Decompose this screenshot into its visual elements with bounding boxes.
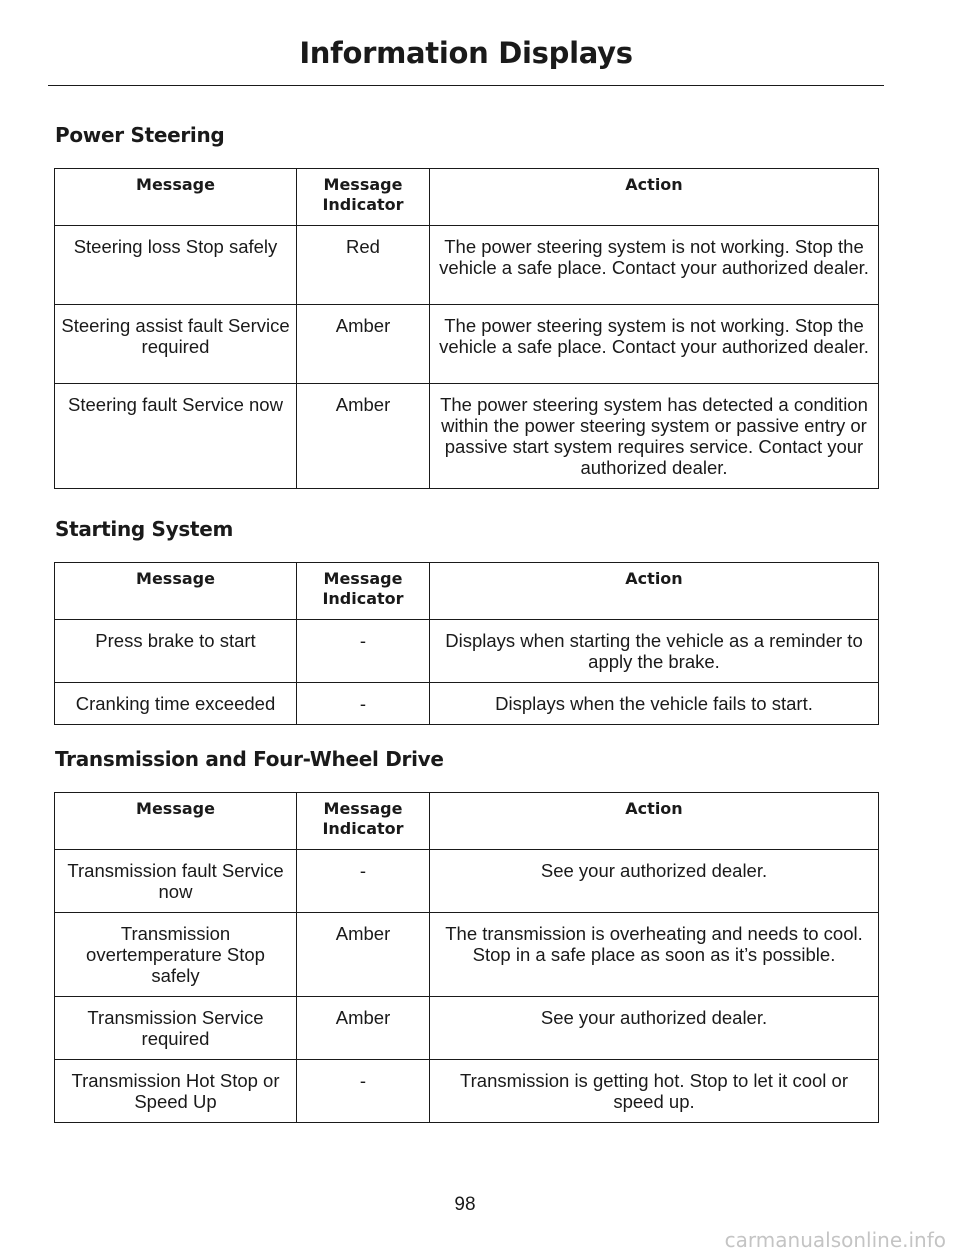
action-cell: Transmission is getting hot. Stop to let it cool or speed up. <box>430 1060 879 1123</box>
table-row <box>55 226 879 305</box>
table-row <box>55 683 879 725</box>
action-cell: The power steering system is not working. Stop the vehicle a safe place. Contact your authorized dealer. <box>430 226 879 305</box>
table-header-row <box>55 793 879 850</box>
section-title-starting-system: Starting System <box>55 517 234 541</box>
table-row <box>55 850 879 913</box>
starting-system-table <box>54 562 879 725</box>
section-title-transmission: Transmission and Four-Wheel Drive <box>55 747 444 771</box>
column-header-indicator: Message Indicator <box>297 169 430 226</box>
transmission-table <box>54 792 879 1123</box>
action-cell: See your authorized dealer. <box>430 997 879 1060</box>
section-title-power-steering: Power Steering <box>55 123 225 147</box>
column-header-action: Action <box>430 563 879 620</box>
message-cell: Press brake to start <box>55 620 297 683</box>
page-header <box>48 36 884 70</box>
indicator-cell: - <box>297 850 430 913</box>
column-header-indicator: Message Indicator <box>297 793 430 850</box>
action-cell: Displays when the vehicle fails to start. <box>430 683 879 725</box>
indicator-cell: Red <box>297 226 430 305</box>
message-cell: Transmission Hot Stop or Speed Up <box>55 1060 297 1123</box>
action-cell: See your authorized dealer. <box>430 850 879 913</box>
column-header-message: Message <box>55 169 297 226</box>
message-cell: Transmission overtemperature Stop safely <box>55 913 297 997</box>
action-cell: Displays when starting the vehicle as a reminder to apply the brake. <box>430 620 879 683</box>
table-row <box>55 620 879 683</box>
column-header-message: Message <box>55 563 297 620</box>
message-cell: Steering fault Service now <box>55 384 297 489</box>
watermark-text: carmanualsonline.info <box>724 1228 946 1252</box>
message-cell: Transmission Service required <box>55 997 297 1060</box>
table-row <box>55 305 879 384</box>
table-header-row <box>55 563 879 620</box>
page-title: Information Displays <box>299 36 633 70</box>
power-steering-table <box>54 168 879 489</box>
column-header-indicator: Message Indicator <box>297 563 430 620</box>
column-header-action: Action <box>430 793 879 850</box>
table-row <box>55 384 879 489</box>
table-row <box>55 997 879 1060</box>
indicator-cell: - <box>297 1060 430 1123</box>
header-rule <box>48 85 884 86</box>
action-cell: The power steering system has detected a condition within the power steering system or passive entry or passive start system requires service. Contact your authorized dealer. <box>430 384 879 489</box>
indicator-cell: Amber <box>297 384 430 489</box>
message-cell: Cranking time exceeded <box>55 683 297 725</box>
page-number: 98 <box>454 1194 476 1215</box>
message-cell: Steering loss Stop safely <box>55 226 297 305</box>
column-header-message: Message <box>55 793 297 850</box>
indicator-cell: Amber <box>297 913 430 997</box>
message-cell: Steering assist fault Service required <box>55 305 297 384</box>
column-header-action: Action <box>430 169 879 226</box>
indicator-cell: Amber <box>297 305 430 384</box>
indicator-cell: - <box>297 620 430 683</box>
action-cell: The power steering system is not working. Stop the vehicle a safe place. Contact your authorized dealer. <box>430 305 879 384</box>
indicator-cell: - <box>297 683 430 725</box>
table-row <box>55 913 879 997</box>
table-row <box>55 1060 879 1123</box>
action-cell: The transmission is overheating and needs to cool. Stop in a safe place as soon as it’s possible. <box>430 913 879 997</box>
table-header-row <box>55 169 879 226</box>
indicator-cell: Amber <box>297 997 430 1060</box>
message-cell: Transmission fault Service now <box>55 850 297 913</box>
